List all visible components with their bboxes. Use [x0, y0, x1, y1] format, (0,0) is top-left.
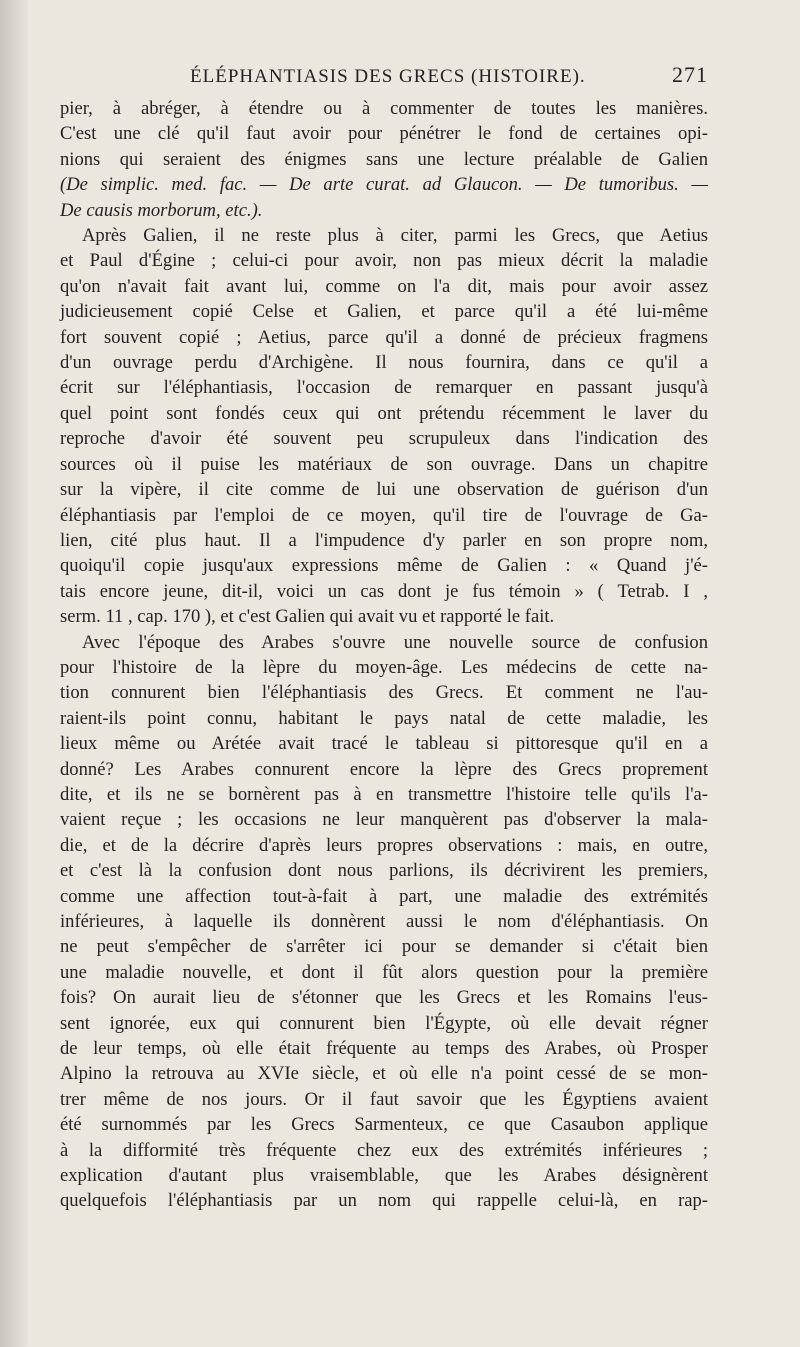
text-line: De causis morborum, etc.).	[60, 199, 263, 221]
text-line: trer même de nos jours. Or il faut savoir que les Égyptiens avaient	[60, 1088, 708, 1110]
text-line: tais encore jeune, dit-il, voici un cas dont je fus témoin » ( Tetrab. I ,	[60, 580, 708, 602]
text-line: à la difformité très fréquente chez eux des extrémités inférieures ;	[60, 1139, 708, 1161]
text-line: lien, cité plus haut. Il a l'impudence d'y parler en son propre nom,	[60, 529, 708, 551]
text-line: reproche d'avoir été souvent peu scrupuleux dans l'indication des	[60, 428, 708, 450]
text-line: une maladie nouvelle, et dont il fût alors question pour la première	[60, 961, 708, 983]
body-text	[60, 96, 708, 1214]
text-line: écrit sur l'éléphantiasis, l'occasion de remarquer en passant jusqu'à	[60, 377, 708, 399]
text-line: quel point sont fondés ceux qui ont prétendu récemment le laver du	[60, 402, 708, 424]
text-line: tion connurent bien l'éléphantiasis des Grecs. Et comment ne l'au-	[60, 682, 708, 704]
text-line: serm. 11 , cap. 170 ), et c'est Galien qui avait vu et rapporté le fait.	[60, 606, 555, 628]
text-line: fois? On aurait lieu de s'étonner que les Grecs et les Romains l'eus-	[60, 987, 708, 1009]
text-line: nions qui seraient des énigmes sans une lecture préalable de Galien	[60, 148, 708, 170]
text-line: fort souvent copié ; Aetius, parce qu'il a donné de précieux fragmens	[60, 326, 708, 348]
text-line: dite, et ils ne se bornèrent pas à en transmettre l'histoire telle qu'ils l'a-	[60, 783, 708, 805]
page-gutter-shadow	[0, 0, 28, 1347]
text-line: et c'est là la confusion dont nous parlions, ils décrivirent les premiers,	[60, 860, 708, 882]
text-line: Alpino la retrouva au XVIe siècle, et où elle n'a point cessé de se mon-	[60, 1063, 708, 1085]
text-line: et Paul d'Égine ; celui-ci pour avoir, non pas mieux décrit la maladie	[60, 250, 708, 272]
text-line: quoiqu'il copie jusqu'aux expressions même de Galien : « Quand j'é-	[60, 555, 708, 577]
text-line: explication d'autant plus vraisemblable, que les Arabes désignèrent	[60, 1165, 708, 1187]
text-line: qu'on n'avait fait avant lui, comme on l'a dit, mais pour avoir assez	[60, 275, 708, 297]
text-line: ne peut s'empêcher de s'arrêter ici pour se demander si c'était bien	[60, 936, 708, 958]
text-line: lieux même ou Arétée avait tracé le tableau si pittoresque qu'il en a	[60, 733, 708, 755]
running-head-title: ÉLÉPHANTIASIS DES GRECS (HISTOIRE).	[190, 66, 586, 87]
text-line: die, et de la décrire d'après leurs propres observations : mais, en outre,	[60, 834, 708, 856]
text-line: vaient reçue ; les occasions ne leur manquèrent pas d'observer la mala-	[60, 809, 708, 831]
text-line: d'un ouvrage perdu d'Archigène. Il nous fournira, dans ce qu'il a	[60, 352, 708, 374]
text-line: quelquefois l'éléphantiasis par un nom qui rappelle celui-là, en rap-	[60, 1190, 708, 1212]
text-line: donné? Les Arabes connurent encore la lèpre des Grecs proprement	[60, 758, 708, 780]
page-number: 271	[672, 62, 708, 87]
running-head	[60, 56, 708, 96]
text-line: éléphantiasis par l'emploi de ce moyen, qu'il tire de l'ouvrage de Ga-	[60, 504, 708, 526]
text-line: judicieusement copié Celse et Galien, et parce qu'il a été lui-même	[60, 301, 708, 323]
text-line: de leur temps, où elle était fréquente au temps des Arabes, où Prosper	[60, 1038, 708, 1060]
text-line: sources où il puise les matériaux de son ouvrage. Dans un chapitre	[60, 453, 708, 475]
text-line: sent ignorée, eux qui connurent bien l'Égypte, où elle devait régner	[60, 1012, 708, 1034]
book-page	[60, 56, 708, 1214]
text-line: (De simplic. med. fac. — De arte curat. ad Glaucon. — De tumoribus. —	[60, 174, 708, 196]
text-line: Avec l'époque des Arabes s'ouvre une nouvelle source de confusion	[82, 631, 708, 653]
text-line: inférieures, à laquelle ils donnèrent aussi le nom d'éléphantiasis. On	[60, 911, 708, 932]
text-line: pier, à abréger, à étendre ou à commenter de toutes les manières.	[60, 98, 708, 119]
text-line: C'est une clé qu'il faut avoir pour pénétrer le fond de certaines opi-	[60, 123, 708, 145]
text-line: Après Galien, il ne reste plus à citer, parmi les Grecs, que Aetius	[82, 225, 708, 247]
text-line: été surnommés par les Grecs Sarmenteux, ce que Casaubon applique	[60, 1114, 708, 1136]
text-line: pour l'histoire de la lèpre du moyen-âge. Les médecins de cette na-	[60, 656, 708, 678]
text-line: comme une affection tout-à-fait à part, une maladie des extrémités	[60, 885, 708, 907]
text-line: raient-ils point connu, habitant le pays natal de cette maladie, les	[60, 707, 708, 729]
text-line: sur la vipère, il cite comme de lui une observation de guérison d'un	[60, 479, 708, 501]
